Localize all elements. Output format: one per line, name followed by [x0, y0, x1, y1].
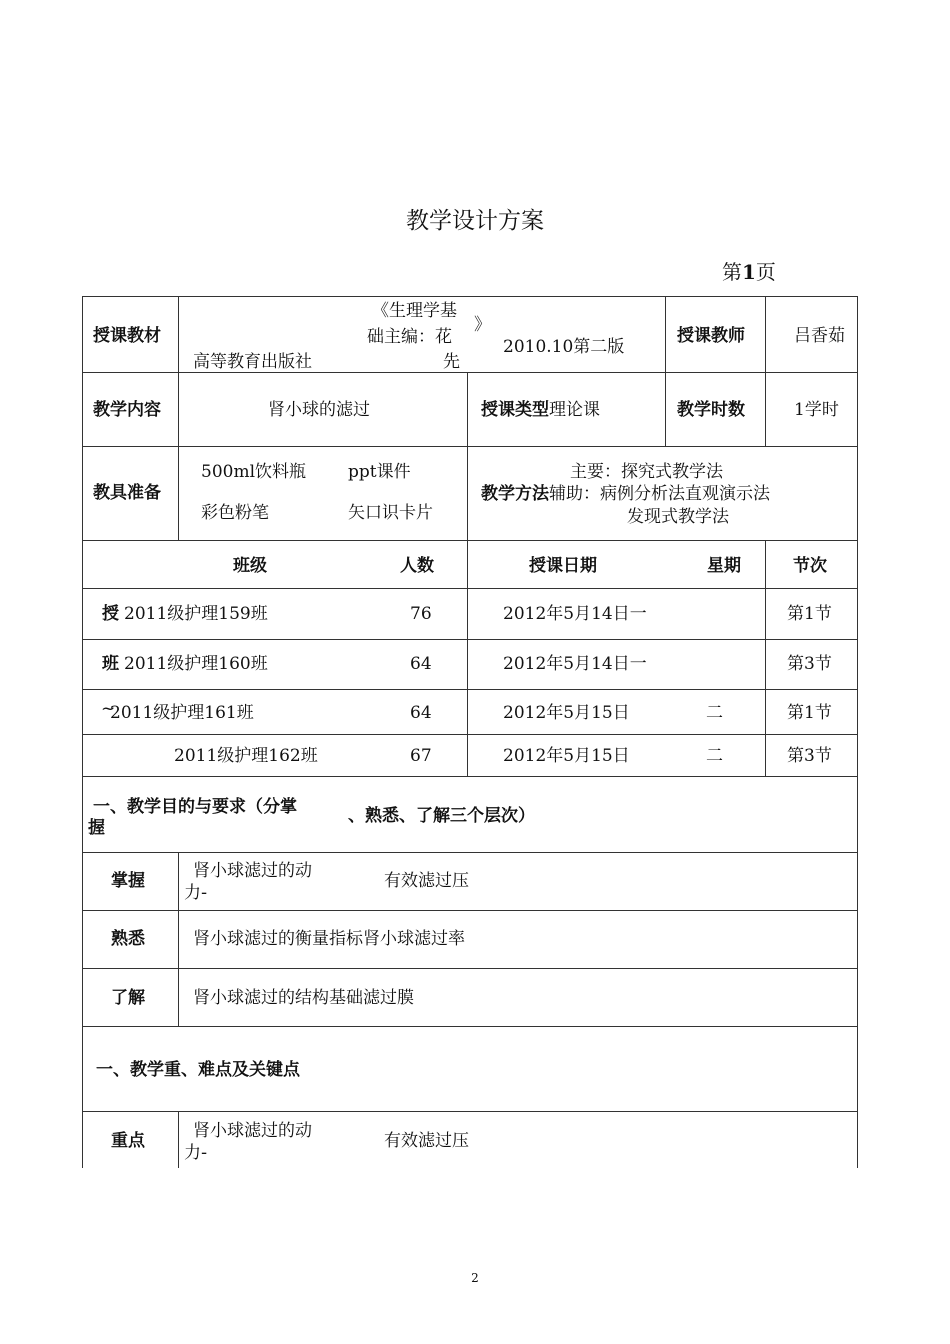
side-char: 授 [102, 604, 119, 624]
label-type: 授课类型 [481, 400, 549, 420]
keypoint-text-cont: 力- [184, 1143, 208, 1163]
label-textbook: 授课教材 [93, 326, 161, 346]
class-date: 2012年5月14日一 [503, 654, 647, 674]
class-date: 2012年5月15日 [503, 703, 630, 723]
book-author-char: 先 [443, 352, 460, 372]
objectives-heading-a: 一、教学目的与要求（分掌 [93, 797, 297, 817]
publisher: 高等教育出版社 [193, 352, 312, 372]
class-date: 2012年5月15日 [503, 746, 630, 766]
footer-page-number: 2 [471, 1271, 479, 1285]
class-period: 第3节 [787, 746, 832, 766]
teacher-name: 吕香茹 [794, 326, 845, 346]
class-name: 2011级护理162班 [174, 746, 318, 766]
class-count: 76 [410, 604, 432, 624]
tool-item: 矢口识卡片 [348, 503, 433, 523]
class-name: 2011级护理160班 [124, 654, 268, 674]
class-period: 第1节 [787, 604, 832, 624]
objective-text: 肾小球滤过的结构基础滤过膜 [193, 988, 414, 1008]
keypoint-text: 肾小球滤过的动 [193, 1121, 312, 1141]
class-name: 2011级护理161班 [110, 703, 254, 723]
book-title-line1: 《生理学基 [372, 301, 457, 321]
class-weekday: 二 [706, 703, 723, 723]
header-date: 授课日期 [529, 556, 597, 576]
tool-item: 彩色粉笔 [201, 503, 269, 523]
class-date: 2012年5月14日一 [503, 604, 647, 624]
keypoint-text-end: 有效滤过压 [384, 1131, 469, 1151]
method-aux2: 发现式教学法 [627, 507, 729, 527]
method-main: 主要：探究式教学法 [570, 462, 723, 482]
class-count: 67 [410, 746, 432, 766]
book-title-close: 》 [474, 315, 491, 335]
page-number-label [722, 256, 776, 285]
class-weekday: 二 [706, 746, 723, 766]
keypoint-label: 重点 [111, 1131, 145, 1151]
page-title: 教学设计方案 [406, 208, 544, 234]
objective-label-familiar: 熟悉 [111, 929, 145, 949]
side-char: ~ [101, 699, 116, 719]
class-period: 第3节 [787, 654, 832, 674]
objective-label-master: 掌握 [111, 871, 145, 891]
class-count: 64 [410, 654, 432, 674]
method-aux: 辅助：病例分析法直观演示法 [549, 484, 770, 504]
page-suffix: 页 [755, 260, 776, 284]
page-num: 1 [742, 260, 756, 284]
label-teacher: 授课教师 [677, 326, 745, 346]
keypoints-heading: 一、教学重、难点及关键点 [96, 1060, 300, 1080]
objective-text: 肾小球滤过的动 [193, 861, 312, 881]
page-prefix: 第 [722, 260, 742, 284]
header-class: 班级 [233, 556, 267, 576]
objective-text-end: 有效滤过压 [384, 871, 469, 891]
class-count: 64 [410, 703, 432, 723]
hours-value: 1学时 [794, 400, 839, 420]
lesson-content: 肾小球的滤过 [268, 400, 370, 420]
header-weekday: 星期 [707, 556, 741, 576]
objective-label-understand: 了解 [111, 988, 145, 1008]
book-title-line2: 础主编：花 [367, 327, 452, 347]
method-aux-line [481, 484, 770, 504]
label-content: 教学内容 [93, 400, 161, 420]
tool-item: ppt课件 [348, 462, 411, 482]
class-name: 2011级护理159班 [124, 604, 268, 624]
header-count: 人数 [400, 556, 434, 576]
label-tools: 教具准备 [93, 483, 161, 503]
edition: 2010.10第二版 [503, 337, 625, 357]
header-period: 节次 [793, 556, 827, 576]
lesson-type [481, 400, 600, 420]
label-methods: 教学方法 [481, 484, 549, 504]
objective-text-cont: 力- [184, 883, 208, 903]
label-hours: 教学时数 [677, 400, 745, 420]
tool-item: 500ml饮料瓶 [201, 462, 307, 482]
class-period: 第1节 [787, 703, 832, 723]
side-char: 班 [102, 654, 119, 674]
objective-text: 肾小球滤过的衡量指标肾小球滤过率 [193, 929, 465, 949]
objectives-heading-b: 握 [88, 818, 105, 838]
type-value: 理论课 [549, 400, 600, 420]
objectives-heading-c: 、熟悉、了解三个层次） [348, 806, 535, 826]
